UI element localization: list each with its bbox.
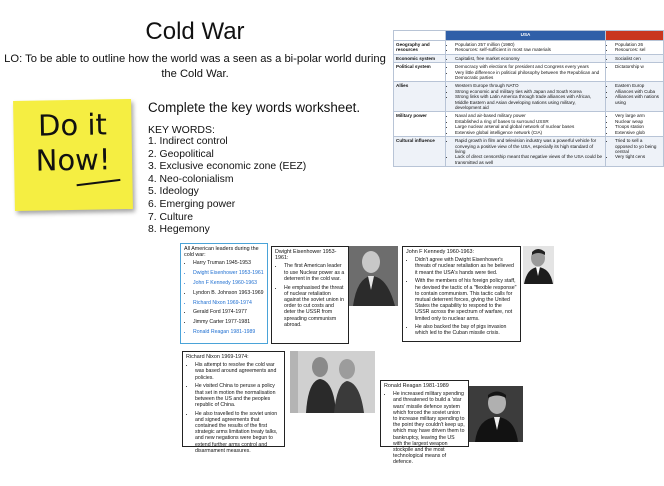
worksheet-heading: Complete the key words worksheet. [148,100,361,115]
row-heading: Geography and resources [394,41,446,55]
other-cell-item: • Very large arm [615,113,661,118]
other-cell-item: • Nuclear weap [615,119,661,124]
other-cell-item: • Dictatorship w [615,64,661,69]
bullet-item: • With the members of his foreign policy staff, he devised the tactic of a "flexible response" to contain communism. This tactic calls for mutual deterrent forces, giving the United States the capability to respond to the USSR across the spectrum of warfare, not limited only to nuclear arms. [415,278,517,321]
do-it-now-sticky-note [13,99,133,211]
leader-item: • John F Kennedy 1960-1963 [193,280,264,286]
bullet-item: • He increased military spending and threatened to build a 'star wars' missile defence system which forced the soviet union to increase military spending to the point they couldn't keep up, which may have driven them to bankruptcy, leaving the US with the largest weapon stockpile and the most technological means of defence. [393,391,465,465]
table-row [394,112,664,137]
leader-item: • Ronald Reagan 1981-1989 [193,329,264,335]
reagan-photo [469,386,523,442]
nixon-list [186,362,281,454]
other-cell [606,112,664,137]
other-cell-item: • Population 26 [615,42,661,47]
keyword-item: 4. Neo-colonialism [148,173,234,185]
usa-header: USA [446,31,606,41]
other-cell-item: • Resources: sel [615,47,661,52]
usa-cell-item: • Resources: self-sufficient in most raw materials [455,47,603,52]
other-header [606,31,664,41]
usa-cell-item: • Naval and air-based military power [455,113,603,118]
usa-cell [446,54,606,62]
row-heading: Economic system [394,54,446,62]
nixon-box [182,351,285,454]
keyword-item: 8. Hegemony [148,224,210,236]
usa-cell-item: • Population 257 million (1980) [455,42,603,47]
reagan-box [380,380,469,466]
usa-cell-item: • Rapid growth in film and television industry was a powerful vehicle for conveying a positive view of the USA, especially its high standard of living [455,138,603,154]
usa-cell-item: • Lack of direct censorship meant that negative views of the USA could be transmitted as well [455,154,603,165]
other-cell-item: • Alliances with Cuba [615,89,661,94]
usa-cell-item: • Large nuclear arsenal and global network of nuclear bases [455,124,603,129]
table-row [394,137,664,167]
bullet-item: • He visited China to peruse a policy that set in motion the normalisation between the US and the peoples republic of China. [195,383,281,408]
row-heading: Military power [394,112,446,137]
leader-item: • Lyndon B. Johnson 1963-1969 [193,290,264,296]
eisenhower-photo [349,246,398,306]
eisenhower-list [275,263,345,328]
usa-cell-item: • Democracy with elections for president and Congress every years [455,64,603,69]
nixon-box-title: Richard Nixon 1969-1974: [186,354,249,360]
keyword-item: 6. Emerging power [148,198,236,210]
keyword-item: 7. Culture [148,211,194,223]
usa-cell-item: • Very little difference in political philosophy between the Republican and Democratic parties [455,70,603,81]
table-row [394,82,664,112]
other-cell-item: • Extensive glob [615,130,661,135]
table-row [394,63,664,82]
keyword-item: 5. Ideology [148,186,199,198]
other-cell [606,54,664,62]
keyword-item: 3. Exclusive economic zone (EEZ) [148,161,307,173]
other-cell-item: • Very tight cens [615,154,661,159]
table-row [394,41,664,55]
row-heading: Allies [394,82,446,112]
kennedy-photo [523,246,554,284]
comparison-table [393,30,664,167]
other-cell [606,63,664,82]
other-cell [606,41,664,55]
other-cell-item: • Alliances with nations using [615,94,661,105]
usa-cell-item: • Strong links with Latin America through trade alliances with African, Middle Eastern and Asian developing nations using military, development aid [455,94,603,110]
usa-cell-item: • Western Europe through NATO [455,83,603,88]
leader-item: • Jimmy Carter 1977-1981 [193,319,264,325]
leader-item: • Harry Truman 1945-1953 [193,260,264,266]
leaders-box [180,243,268,344]
kennedy-box [402,246,521,342]
learning-objective: LO: To be able to outline how the world was a seen as a bi-polar world during the Cold War. [4,53,386,80]
other-cell [606,137,664,167]
bullet-item: • He emphasised the threat of nuclear retaliation against the soviet union in order to cut costs and deter the USSR from spreading communism abroad. [284,285,345,328]
table-corner [394,31,446,41]
usa-cell [446,41,606,55]
usa-cell [446,63,606,82]
leaders-list [184,260,264,335]
eisenhower-box-title: Dwight Eisenhower 1953-1961: [275,249,337,262]
nixon-photo [290,351,375,413]
sticky-line-2: Now! [35,142,111,178]
leader-item: • Richard Nixon 1969-1974 [193,300,264,306]
bullet-item: • He also backed the bay of pigs invasion which led to the Cuban missile crisis. [415,324,517,336]
bullet-item: • Didn't agree with Dwight Eisenhower's threats of nuclear retaliation as he believed it meant the USA's hands were tied. [415,257,517,276]
sticky-underline [77,179,121,186]
leader-item: • Dwight Eisenhower 1953-1961 [193,270,264,276]
usa-cell-item: • Strong economic and military ties with Japan and South Korea [455,89,603,94]
sticky-line-1: Do it [37,107,108,143]
kennedy-list [406,257,517,336]
leader-item: • Gerald Ford 1974-1977 [193,309,264,315]
keywords-list [148,136,306,237]
row-heading: Cultural influence [394,137,446,167]
keyword-item: 2. Geopolitical [148,148,214,160]
page-title: Cold War [145,18,245,45]
keywords-label: KEY WORDS: [148,124,215,136]
kennedy-box-title: John F Kennedy 1960-1963: [406,249,475,255]
other-cell [606,82,664,112]
reagan-list [384,391,465,465]
bullet-item: • His attempt to resolve the cold war was based around agreements and policies. [195,362,281,381]
other-cell-item: • Troops station [615,124,661,129]
bullet-item: • He also travelled to the soviet union and signed agreements that contained the results of the first strategic arms limitation treaty talks, and new negations were begun to extend further arms control and disarmament measures. [195,411,281,454]
other-cell-item: • Eastern Europ [615,83,661,88]
usa-cell-item: • Established a ring of bases to surround USSR [455,119,603,124]
other-cell-item: • Tried to sell a opposed to yo being central [615,138,661,154]
usa-cell-item: • Capitalist, free market economy [455,56,603,61]
usa-cell [446,112,606,137]
usa-cell-item: • Extensive global intelligence network (CIA) [455,130,603,135]
leaders-box-title: All American leaders during the cold war: [184,246,259,259]
bullet-item: • The first American leader to use Nuclear power as a deterrent in the cold war. [284,263,345,282]
usa-cell [446,82,606,112]
row-heading: Political system [394,63,446,82]
usa-cell [446,137,606,167]
keyword-item: 1. Indirect control [148,136,228,147]
eisenhower-box [271,246,349,344]
table-row [394,54,664,62]
other-cell-item: • Socialist cen [615,56,661,61]
reagan-box-title: Ronald Reagan 1981-1989 [384,383,449,389]
